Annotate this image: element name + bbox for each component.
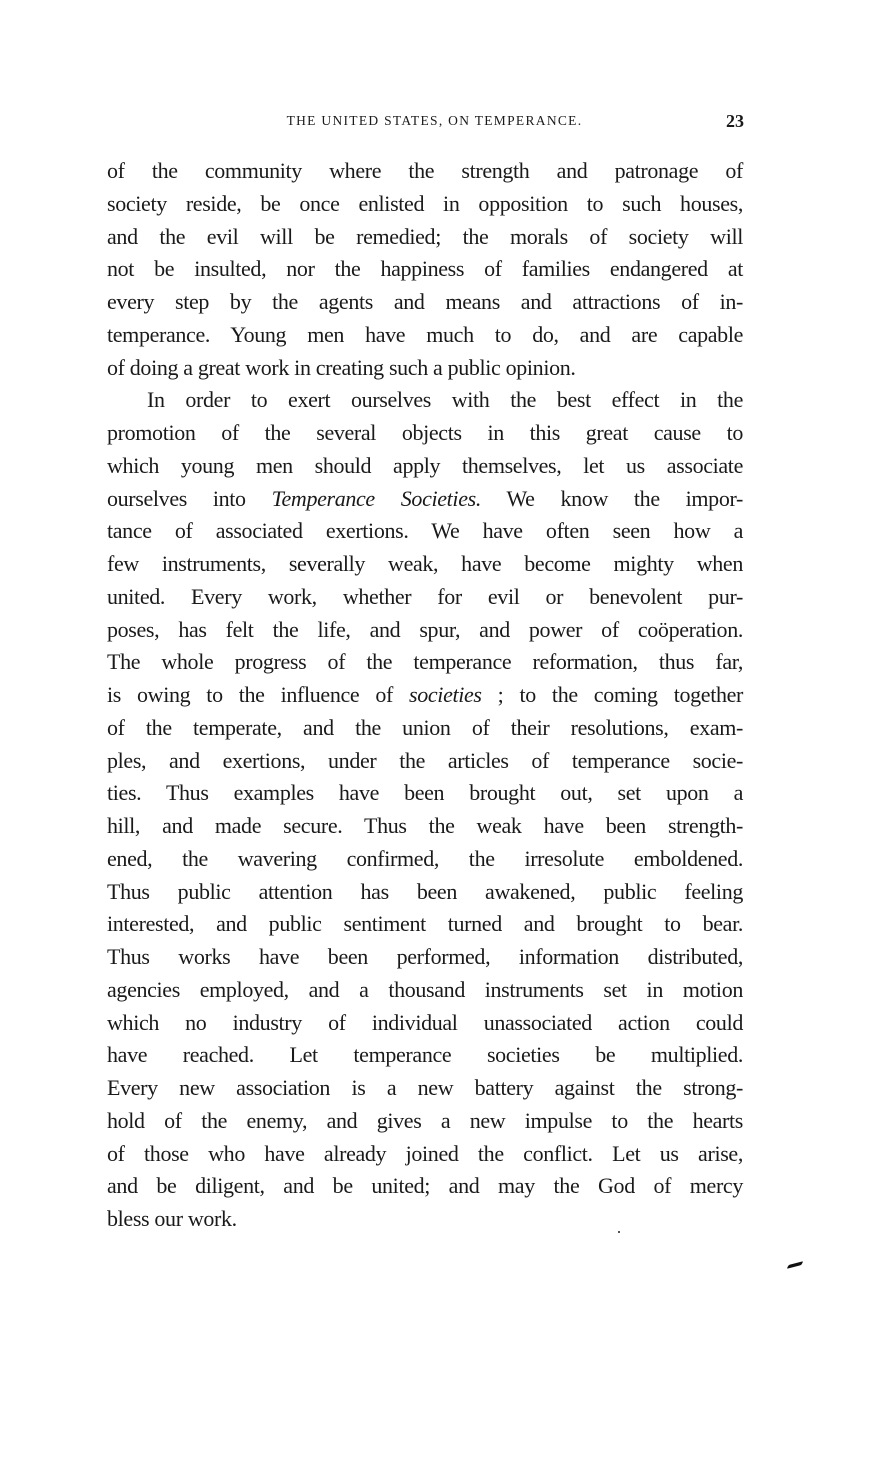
line-content: hold of the enemy, and gives a new impulse to the hearts <box>107 1107 743 1133</box>
line-content: few instruments, severally weak, have become mighty when <box>107 551 743 576</box>
text-line <box>107 614 743 647</box>
line-content: society reside, be once enlisted in opposition to such houses, <box>107 190 743 216</box>
text-line <box>107 417 743 450</box>
line-content: Every new association is a new battery against the strong- <box>107 1075 743 1100</box>
text-line <box>107 876 743 909</box>
line-content: have reached. Let temperance societies be multiplied. <box>107 1042 743 1068</box>
line-content: ties. Thus examples have been brought out, set upon a <box>107 780 743 806</box>
running-head <box>107 113 742 137</box>
text-line <box>107 745 743 778</box>
text-line <box>107 352 743 385</box>
text-line <box>107 384 743 417</box>
text-line <box>107 777 743 810</box>
text-line <box>107 843 743 876</box>
running-title: THE UNITED STATES, ON TEMPERANCE. <box>286 113 583 128</box>
line-content: interested, and public sentiment turned and brought to bear. <box>107 911 743 937</box>
text-line <box>107 1039 743 1072</box>
line-content: of doing a great work in creating such a public opinion. <box>107 354 576 380</box>
scan-speck <box>618 1231 620 1233</box>
text-line <box>107 548 743 581</box>
line-content: In order to exert ourselves with the best effect in the <box>147 387 743 413</box>
text-line <box>107 450 743 483</box>
line-content: which young men should apply themselves, let us associate <box>107 452 743 478</box>
text-line <box>107 646 743 679</box>
line-content: ened, the wavering confirmed, the irresolute emboldened. <box>107 845 743 871</box>
line-content: united. Every work, whether for evil or benevolent pur- <box>107 583 743 609</box>
text-line <box>107 483 743 516</box>
text-line <box>107 1007 743 1040</box>
text-line <box>107 1170 743 1203</box>
text-line <box>107 941 743 974</box>
line-content: ples, and exertions, under the articles of temperance socie- <box>107 747 743 773</box>
text-line <box>107 319 743 352</box>
line-content: which no industry of individual unassociated action could <box>107 1009 743 1035</box>
text-line <box>107 221 743 254</box>
page-number: 23 <box>726 111 744 131</box>
line-content: of those who have already joined the conflict. Let us arise, <box>107 1140 743 1166</box>
line-content: Thus public attention has been awakened, public feeling <box>107 878 743 904</box>
italic-phrase: Temperance Societies. <box>271 485 481 511</box>
paragraph <box>107 155 743 384</box>
text-line <box>107 188 743 221</box>
text-line <box>107 679 743 712</box>
text-line <box>107 908 743 941</box>
line-content: of the temperate, and the union of their resolutions, exam- <box>107 714 743 740</box>
text-line <box>107 974 743 1007</box>
scan-mark <box>787 1261 803 1269</box>
line-content: temperance. Young men have much to do, and are capable <box>107 321 743 347</box>
text-line <box>107 1105 743 1138</box>
line-content: promotion of the several objects in this great cause to <box>107 420 743 445</box>
text-line <box>107 1138 743 1171</box>
paragraph <box>107 384 743 1236</box>
line-content: is owing to the influence of societies ; to the coming together <box>107 682 744 707</box>
line-content: Thus works have been performed, information distributed, <box>107 944 743 969</box>
text-line <box>107 155 743 188</box>
line-content: tance of associated exertions. We have often seen how a <box>107 518 743 544</box>
text-line <box>107 1203 743 1236</box>
line-content: and be diligent, and be united; and may the God of mercy <box>107 1173 743 1199</box>
line-content: bless our work. <box>107 1206 237 1231</box>
text-line <box>107 712 743 745</box>
line-content: of the community where the strength and patronage of <box>107 158 743 183</box>
line-content: and the evil will be remedied; the morals of society will <box>107 223 743 249</box>
text-line <box>107 810 743 843</box>
line-content: agencies employed, and a thousand instruments set in motion <box>107 976 743 1002</box>
line-content: hill, and made secure. Thus the weak have been strength- <box>107 813 743 838</box>
line-content: every step by the agents and means and attractions of in- <box>107 289 743 314</box>
text-line <box>107 253 743 286</box>
italic-phrase: societies <box>409 682 482 707</box>
text-line <box>107 515 743 548</box>
text-line <box>107 286 743 319</box>
line-content: The whole progress of the temperance reformation, thus far, <box>107 649 743 675</box>
line-content: ourselves into Temperance Societies. We know the impor- <box>107 485 743 511</box>
body-text <box>107 155 743 1236</box>
text-line <box>107 581 743 614</box>
line-content: poses, has felt the life, and spur, and power of coöperation. <box>107 616 743 642</box>
text-line <box>107 1072 743 1105</box>
line-content: not be insulted, nor the happiness of families endangered at <box>107 256 743 282</box>
